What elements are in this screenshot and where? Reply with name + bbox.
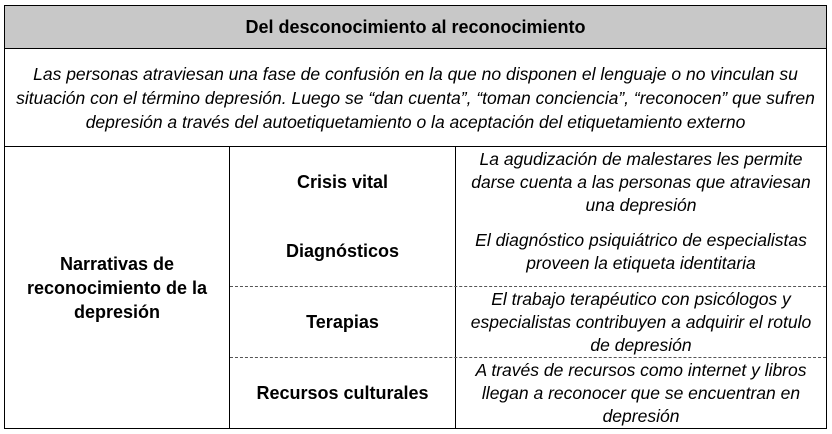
table [4, 5, 827, 429]
group-label: Narrativas de reconocimiento de la depresión [5, 147, 230, 428]
row-category: Recursos culturales [230, 358, 456, 428]
row-description: El diagnóstico psiquiátrico de especialistas proveen la etiqueta identitaria [475, 229, 807, 273]
table-row [230, 358, 826, 428]
table-row [230, 147, 826, 217]
table-row [230, 217, 826, 287]
row-category: Crisis vital [230, 147, 456, 217]
table-row [230, 287, 826, 358]
table-intro: Las personas atraviesan una fase de confusión en la que no disponen el lenguaje o no vinculan su situación con el término depresión. Luego se “dan cuenta”, “toman conciencia”, “reconocen” que sufren depresión a través del autoetiquetamiento o la aceptación del etiquetamiento externo [5, 49, 826, 147]
row-description: A través de recursos como internet y libros llegan a reconocer que se encuentran en depresión [475, 359, 807, 426]
row-description: El trabajo terapéutico con psicólogos y especialistas contribuyen a adquirir el rotulo de depresión [470, 288, 812, 355]
row-category: Diagnósticos [230, 217, 456, 286]
row-category: Terapias [230, 287, 456, 357]
row-description: La agudización de malestares les permite darse cuenta a las personas que atraviesan una depresión [471, 148, 811, 215]
table-title: Del desconocimiento al reconocimiento [5, 6, 826, 49]
